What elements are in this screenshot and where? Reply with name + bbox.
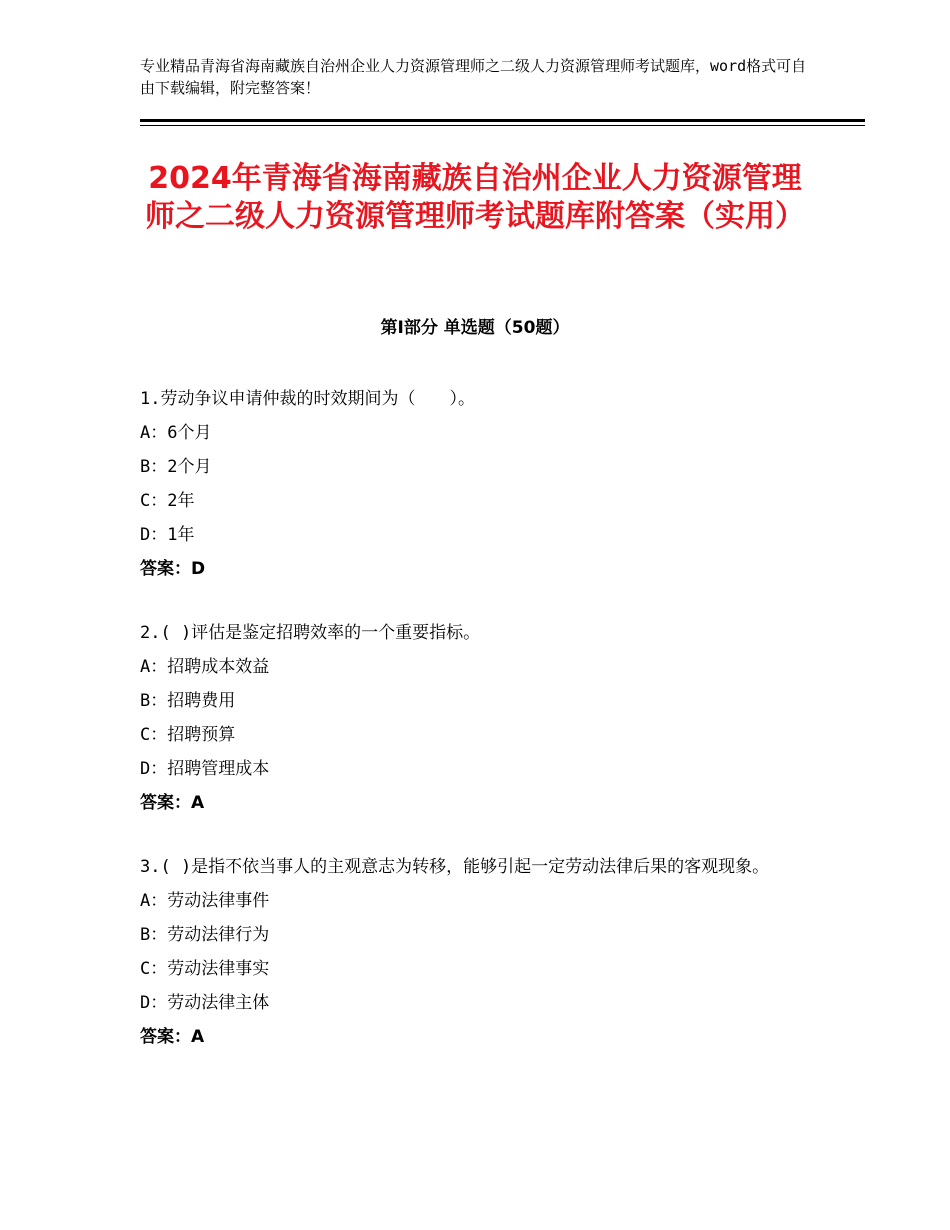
option-c: C：招聘预算 (140, 725, 236, 745)
option-d: D：招聘管理成本 (140, 759, 270, 779)
answer: 答案：A (140, 1027, 205, 1047)
option-d: D：1年 (140, 525, 195, 545)
option-b: B：劳动法律行为 (140, 925, 270, 945)
question-3 (140, 852, 820, 1052)
document-title: 2024年青海省海南藏族自治州企业人力资源管理师之二级人力资源管理师考试题库附答案（实用） (145, 161, 805, 234)
question-stem: 2.( )评估是鉴定招聘效率的一个重要指标。 (140, 623, 481, 643)
header-rule-thick (140, 119, 865, 122)
header-rule-thin (140, 125, 865, 126)
question-stem: 3.( )是指不依当事人的主观意志为转移，能够引起一定劳动法律后果的客观现象。 (140, 857, 770, 877)
option-c: C：2年 (140, 491, 195, 511)
option-c: C：劳动法律事实 (140, 959, 270, 979)
question-2 (140, 618, 820, 818)
question-stem: 1.劳动争议申请仲裁的时效期间为（ ）。 (140, 389, 475, 409)
answer: 答案：A (140, 793, 205, 813)
option-a: A：6个月 (140, 423, 212, 443)
option-a: A：劳动法律事件 (140, 891, 270, 911)
option-b: B：招聘费用 (140, 691, 236, 711)
option-b: B：2个月 (140, 457, 212, 477)
question-list (140, 384, 820, 1086)
header-note: 专业精品青海省海南藏族自治州企业人力资源管理师之二级人力资源管理师考试题库，word格式可自由下载编辑，附完整答案！ (140, 57, 807, 97)
section-title: 第Ⅰ部分 单选题（50题） (380, 318, 570, 338)
question-1 (140, 384, 820, 584)
answer: 答案：D (140, 559, 206, 579)
option-a: A：招聘成本效益 (140, 657, 270, 677)
option-d: D：劳动法律主体 (140, 993, 270, 1013)
